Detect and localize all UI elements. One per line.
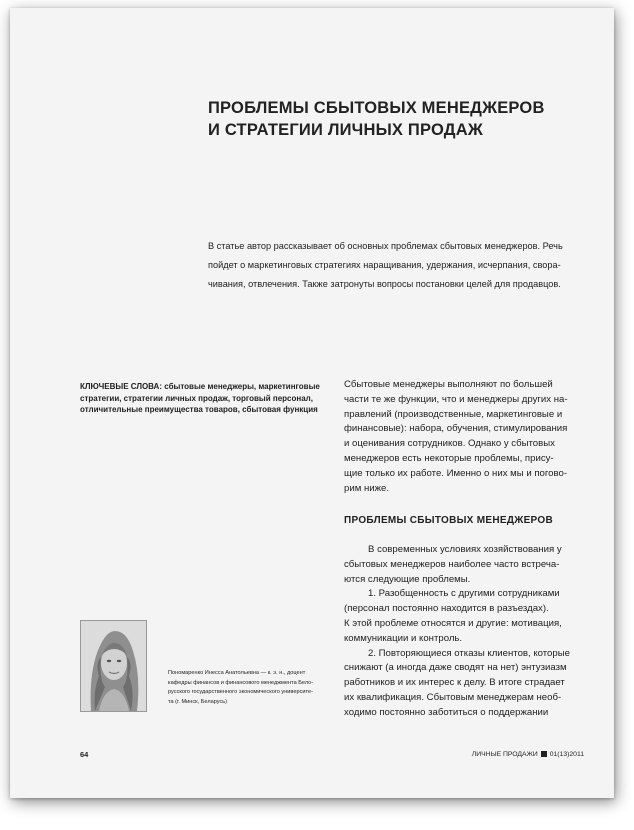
body-line: Сбытовые менеджеры выполняют по большей — [344, 379, 553, 390]
body-line: части те же функции, что и менеджеры других на- — [344, 393, 568, 405]
body-line: финансовые): набора, обучения, стимулирования — [344, 423, 568, 435]
body-line: ются следующие проблемы. — [344, 573, 471, 585]
journal-footer — [472, 751, 584, 758]
article-intro — [208, 237, 598, 294]
author-line: русского государственного экономического университе- — [168, 689, 313, 695]
body-line: В современных условиях хозяйствования у — [368, 544, 562, 555]
body-line: сбытовых менеджеров наиболее часто встреча- — [344, 558, 560, 570]
journal-name: ЛИЧНЫЕ ПРОДАЖИ — [471, 751, 538, 758]
document-page — [10, 8, 614, 798]
body-line: (персонал постоянно находится в разъездах). — [344, 603, 549, 615]
body-line: ходимо постоянно заботиться о поддержании — [344, 706, 549, 718]
intro-line: чивания, отвлечения. Также затронуты вопросы постановки целей для продавцов. — [208, 279, 561, 289]
author-line: Пономаренко Инесса Анатольевна — к. э. н., доцент — [168, 670, 306, 676]
keywords-line: стратегии, стратегии личных продаж, торговый персонал, — [80, 393, 313, 403]
body-line: работников и их интерес к делу. В итоге страдает — [344, 677, 565, 689]
journal-issue: 01(13)2011 — [549, 751, 584, 758]
article-title — [208, 97, 588, 141]
author-bio — [168, 669, 338, 707]
intro-line: В статье автор рассказывает об основных проблемах сбытовых менеджеров. Речь — [208, 241, 563, 251]
page-number: 64 — [80, 750, 89, 759]
body-line: щие только их работе. Именно о них мы и погово- — [344, 467, 568, 479]
body-line: рим ниже. — [344, 482, 390, 494]
body-line: коммуникации и контроль. — [344, 632, 463, 644]
body-line: правлений (производственные, маркетинговые и — [344, 408, 563, 420]
body-line: менеджеров есть некоторые проблемы, прису- — [344, 452, 554, 464]
body-column-problems — [344, 543, 592, 721]
body-line: их квалификация. Сбытовым менеджерам необ- — [344, 691, 562, 703]
body-line: 1. Разобщенность с другими сотрудниками — [368, 588, 560, 600]
keywords-line: КЛЮЧЕВЫЕ СЛОВА: сбытовые менеджеры, маркетинговые — [80, 382, 320, 391]
keywords-line: отличительные преимущества товаров, сбытовая функция — [80, 405, 318, 414]
body-line: 2. Повторяющиеся отказы клиентов, которые — [368, 647, 570, 659]
body-line: и оценивания сотрудников. Однако у сбытовых — [344, 438, 555, 450]
body-column-intro — [344, 378, 592, 496]
title-line: И СТРАТЕГИИ ЛИЧНЫХ ПРОДАЖ — [208, 121, 483, 139]
author-line: та (г. Минск, Беларусь) — [168, 698, 228, 705]
author-line: кафедры финансов и финансового менеджмента Бело- — [168, 679, 314, 686]
body-line: снижают (а иногда даже сводят на нет) энтузиазм — [344, 662, 567, 674]
title-line: ПРОБЛЕМЫ СБЫТОВЫХ МЕНЕДЖЕРОВ — [208, 99, 545, 117]
author-portrait-image — [81, 621, 146, 711]
section-heading: ПРОБЛЕМЫ СБЫТОВЫХ МЕНЕДЖЕРОВ — [344, 515, 553, 526]
intro-line: пойдет о маркетинговых стратегиях наращивания, удержания, исчерпания, свора- — [208, 260, 561, 270]
body-line: К этой проблеме относятся и другие: мотивация, — [344, 617, 562, 629]
author-photo — [80, 620, 147, 712]
square-icon — [541, 751, 547, 757]
keywords-block — [80, 381, 335, 416]
